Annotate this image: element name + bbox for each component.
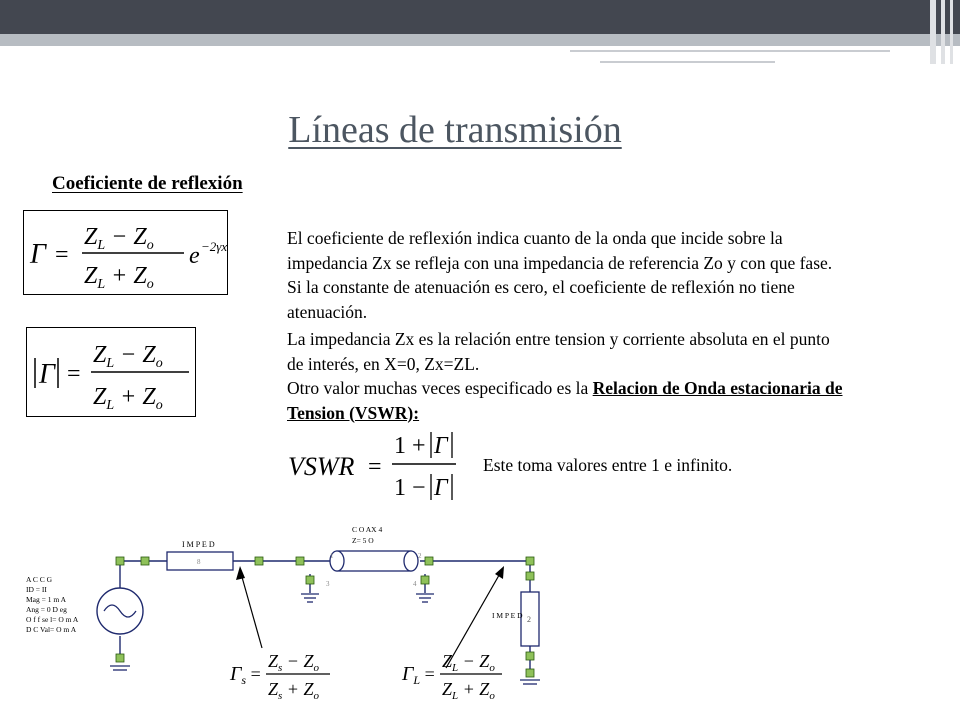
svg-text:−2γx: −2γx xyxy=(201,239,227,254)
source-parameters xyxy=(26,575,79,634)
svg-text:VSWR: VSWR xyxy=(288,452,355,481)
header-strip xyxy=(0,34,960,46)
paragraph-vswr-intro xyxy=(287,376,847,425)
source-param: D C Val= O m A xyxy=(26,625,77,634)
svg-text:Γ: Γ xyxy=(30,239,46,270)
svg-text:ZL − Zo: $Z_L - Z_o$ xyxy=(84,224,154,253)
vswr-term: Relacion de Onda estacionaria de Tension (VSWR): xyxy=(287,378,843,423)
header-bar xyxy=(0,0,960,34)
accent-vbar xyxy=(950,0,953,64)
source-param: Ang = 0 D eg xyxy=(26,605,67,614)
svg-text:Γ: Γ xyxy=(434,433,448,459)
svg-text:ZL − Zo: $Z_L - Z_o$ xyxy=(442,651,495,674)
slide-title: Líneas de transmisión xyxy=(288,109,622,151)
svg-text:Zs + Zo: $Z_s + Z_o$ xyxy=(268,679,319,702)
gamma-source-equation xyxy=(229,651,330,702)
accent-vbar xyxy=(941,0,945,64)
abs-gamma-equation xyxy=(27,328,195,416)
vswr-equation xyxy=(286,425,462,505)
accent-line xyxy=(600,61,775,63)
coax-body xyxy=(337,551,411,571)
section-heading: Coeficiente de reflexión xyxy=(52,173,243,194)
paragraph-impedance: La impedancia Zx es la relación entre tension y corriente absoluta en el punto de interés, en X=0, Zx=ZL. xyxy=(287,329,830,374)
svg-text:ZL + Zo: $Z_L + Z_o$ xyxy=(93,384,163,413)
gamma-load-equation xyxy=(401,651,502,702)
series-impedance-label: I M P E D xyxy=(182,540,215,549)
source-param: A C C G xyxy=(26,575,53,584)
load-impedance-id: 2 xyxy=(527,615,531,624)
svg-text:ZL + Zo: $Z_L + Z_o$ xyxy=(84,263,154,292)
vswr-note: Este toma valores entre 1 e infinito. xyxy=(483,455,733,475)
coax-end-right xyxy=(404,551,418,571)
svg-text:=: = xyxy=(67,361,81,387)
svg-text:ΓL =: $\Gamma_L$ = xyxy=(402,663,435,687)
source-param: O f f se l= O m A xyxy=(26,615,79,624)
gamma-equation xyxy=(24,211,227,294)
coax-port-2: 2 xyxy=(418,552,422,560)
source-param: ID = II xyxy=(26,585,47,594)
abs-gamma-equation-box xyxy=(26,327,196,417)
coax-port-4: 4 xyxy=(413,580,417,588)
accent-line xyxy=(570,50,890,52)
svg-text:=: = xyxy=(55,242,69,268)
svg-text:ZL − Zo: $Z_L - Z_o$ xyxy=(93,342,163,371)
svg-text:Zs − Zo: $Z_s - Z_o$ xyxy=(268,651,319,674)
transmission-line-circuit xyxy=(0,500,960,720)
coax-port-1: 1 xyxy=(330,552,334,560)
svg-text:Γs =: $\Gamma_s$ = xyxy=(230,663,261,687)
paragraph-reflection-coefficient: El coeficiente de reflexión indica cuanto de la onda que incide sobre la impedancia Zx se refleja con una impedancia de referencia Zo y con que fase. Si la constante de atenuación es cero, el coeficiente de reflexión no tiene atenuación. xyxy=(287,228,833,322)
svg-text:1 +: 1 + xyxy=(394,433,426,459)
accent-vbar xyxy=(930,0,936,64)
paragraph-vswr-lead: Otro valor muchas veces especificado es la xyxy=(287,378,593,398)
svg-text:Γ: Γ xyxy=(39,359,55,390)
coax-port-3: 3 xyxy=(326,580,330,588)
svg-text:1 −: 1 − xyxy=(394,475,426,501)
svg-text:Γ: Γ xyxy=(434,475,448,501)
svg-text:ZL + Zo: $Z_L + Z_o$ xyxy=(442,679,495,702)
coax-label: C O AX 4 xyxy=(352,525,383,534)
svg-text:=: = xyxy=(368,454,382,480)
svg-text:e: e xyxy=(189,243,200,269)
gamma-equation-box xyxy=(23,210,228,295)
source-param: Mag = 1 m A xyxy=(26,595,67,604)
load-impedance-label: I M P E D xyxy=(492,611,523,620)
coax-impedance-label: Z= 5 O xyxy=(352,536,374,545)
series-impedance-id: 8 xyxy=(197,558,201,566)
